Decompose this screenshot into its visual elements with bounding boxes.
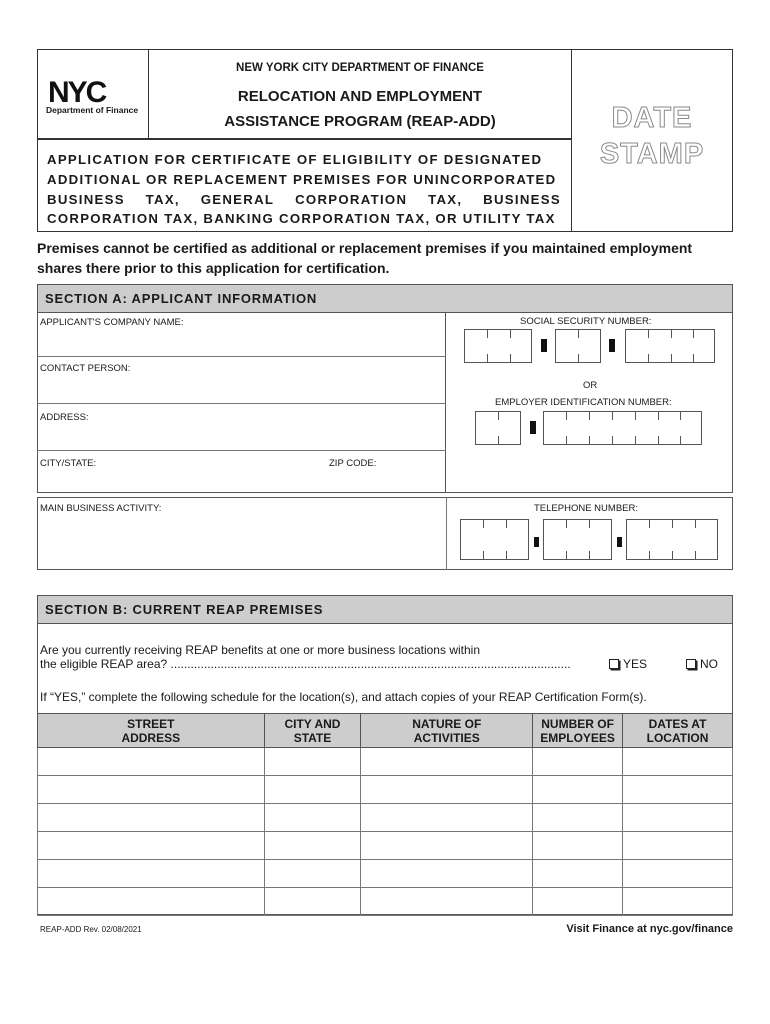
finance-website-link[interactable]: Visit Finance at nyc.gov/finance (566, 923, 733, 935)
nyc-logo-text: NYC (48, 78, 106, 104)
table-row (38, 888, 733, 916)
company-name-label: APPLICANT'S COMPANY NAME: (40, 317, 184, 328)
yes-label: YES (623, 657, 648, 671)
title-word: TAX, (145, 192, 180, 207)
telephone-label: TELEPHONE NUMBER: (534, 503, 638, 514)
table-cell[interactable] (623, 748, 733, 776)
no-label: NO (700, 657, 718, 671)
table-cell[interactable] (38, 888, 265, 916)
ssn-part1-input[interactable] (464, 329, 532, 363)
telephone-area-code-input[interactable] (460, 519, 529, 560)
table-cell[interactable] (533, 776, 623, 804)
zip-code-label: ZIP CODE: (329, 458, 377, 469)
telephone-dash-icon (534, 537, 539, 547)
form-revision-label: REAP-ADD Rev. 02/08/2021 (40, 925, 142, 934)
table-row (38, 748, 733, 776)
table-cell[interactable] (38, 860, 265, 888)
table-cell[interactable] (533, 804, 623, 832)
ssn-part3-input[interactable] (625, 329, 715, 363)
reap-question-line2: the eligible REAP area? ........................................................................................................................ (40, 657, 571, 671)
ssn-dash-icon (541, 339, 547, 352)
ssn-label: SOCIAL SECURITY NUMBER: (520, 316, 652, 327)
ssn-part2-input[interactable] (555, 329, 601, 363)
title-word: CORPORATION (295, 192, 408, 207)
nyc-logo (48, 78, 128, 104)
table-cell[interactable] (533, 832, 623, 860)
table-row (38, 860, 733, 888)
application-title-box (37, 139, 572, 232)
section-b-header: SECTION B: CURRENT REAP PREMISES (37, 595, 733, 624)
table-cell[interactable] (533, 888, 623, 916)
table-cell[interactable] (264, 748, 361, 776)
table-cell[interactable] (533, 860, 623, 888)
yes-checkbox[interactable] (609, 659, 619, 669)
no-option[interactable] (686, 657, 718, 671)
address-label: ADDRESS: (40, 412, 89, 423)
table-cell[interactable] (533, 748, 623, 776)
no-checkbox[interactable] (686, 659, 696, 669)
title-word: BUSINESS (47, 192, 125, 207)
zip-code-field[interactable] (329, 465, 444, 492)
certification-warning: Premises cannot be certified as additional or replacement premises if you maintained employment shares there prior to this application for certification. (37, 240, 693, 276)
table-cell[interactable] (361, 748, 533, 776)
main-business-activity-field[interactable] (38, 515, 445, 569)
table-cell[interactable] (264, 860, 361, 888)
column-header-nature-of-activities: NATURE OF ACTIVITIES (361, 714, 533, 748)
agency-name: NEW YORK CITY DEPARTMENT OF FINANCE (236, 62, 484, 74)
telephone-line-input[interactable] (626, 519, 718, 560)
title-word: BUSINESS (483, 192, 561, 207)
address-field[interactable] (38, 417, 445, 449)
title-word: TAX, (428, 192, 463, 207)
column-header-street-address: STREET ADDRESS (38, 714, 265, 748)
divider (446, 497, 447, 570)
table-header-row (38, 714, 733, 748)
table-cell[interactable] (361, 804, 533, 832)
ein-dash-icon (530, 421, 536, 434)
nyc-logo-box (37, 49, 149, 139)
table-cell[interactable] (264, 776, 361, 804)
table-cell[interactable] (623, 804, 733, 832)
company-name-field[interactable] (38, 322, 445, 356)
contact-person-label: CONTACT PERSON: (40, 363, 131, 374)
date-stamp-box (572, 49, 733, 232)
divider (37, 356, 446, 357)
table-cell[interactable] (38, 776, 265, 804)
table-cell[interactable] (264, 888, 361, 916)
telephone-prefix-input[interactable] (543, 519, 612, 560)
column-header-dates-at-location: DATES AT LOCATION (623, 714, 733, 748)
divider (37, 450, 446, 451)
city-state-field[interactable] (38, 465, 323, 492)
department-of-finance-label: Department of Finance (46, 105, 139, 115)
application-title-line4: CORPORATION TAX, BANKING CORPORATION TAX, OR UTILITY TAX (47, 211, 556, 226)
table-cell[interactable] (361, 860, 533, 888)
ein-label: EMPLOYER IDENTIFICATION NUMBER: (495, 397, 672, 408)
title-word: GENERAL (200, 192, 275, 207)
table-cell[interactable] (264, 832, 361, 860)
reap-question-line1: Are you currently receiving REAP benefits at one or more business locations within (40, 643, 480, 657)
table-cell[interactable] (38, 748, 265, 776)
ein-part1-input[interactable] (475, 411, 521, 445)
table-cell[interactable] (38, 804, 265, 832)
table-cell[interactable] (361, 888, 533, 916)
table-cell[interactable] (623, 888, 733, 916)
table-cell[interactable] (264, 804, 361, 832)
city-state-label: CITY/STATE: (40, 458, 97, 469)
stamp-label-date: DATE (611, 102, 693, 134)
application-title-line2: ADDITIONAL OR REPLACEMENT PREMISES FOR UNINCORPORATED (47, 172, 557, 187)
main-business-activity-label: MAIN BUSINESS ACTIVITY: (40, 503, 162, 514)
stamp-label-stamp: STAMP (599, 138, 705, 170)
column-header-city-state: CITY AND STATE (264, 714, 361, 748)
program-title-line1: RELOCATION AND EMPLOYMENT (237, 88, 483, 105)
table-cell[interactable] (361, 832, 533, 860)
table-row (38, 804, 733, 832)
ein-part2-input[interactable] (543, 411, 702, 445)
contact-person-field[interactable] (38, 368, 445, 402)
table-row (38, 832, 733, 860)
table-cell[interactable] (623, 860, 733, 888)
table-cell[interactable] (38, 832, 265, 860)
table-cell[interactable] (361, 776, 533, 804)
schedule-instruction: If “YES,” complete the following schedule for the location(s), and attach copies of your REAP Certification Form(s). (40, 690, 647, 704)
ssn-dash-icon (609, 339, 615, 352)
yes-option[interactable] (609, 657, 647, 671)
title-box (149, 49, 572, 139)
or-label: OR (583, 380, 598, 391)
telephone-dash-icon (617, 537, 622, 547)
section-a-header: SECTION A: APPLICANT INFORMATION (37, 284, 733, 313)
table-row (38, 776, 733, 804)
table-cell[interactable] (623, 832, 733, 860)
divider (37, 403, 446, 404)
application-title-line1: APPLICATION FOR CERTIFICATE OF ELIGIBILITY OF DESIGNATED (47, 152, 543, 167)
reap-locations-table (37, 713, 733, 916)
table-cell[interactable] (623, 776, 733, 804)
program-title-line2: ASSISTANCE PROGRAM (REAP-ADD) (224, 113, 496, 130)
column-header-number-of-employees: NUMBER OF EMPLOYEES (533, 714, 623, 748)
application-title-line3 (47, 192, 561, 207)
